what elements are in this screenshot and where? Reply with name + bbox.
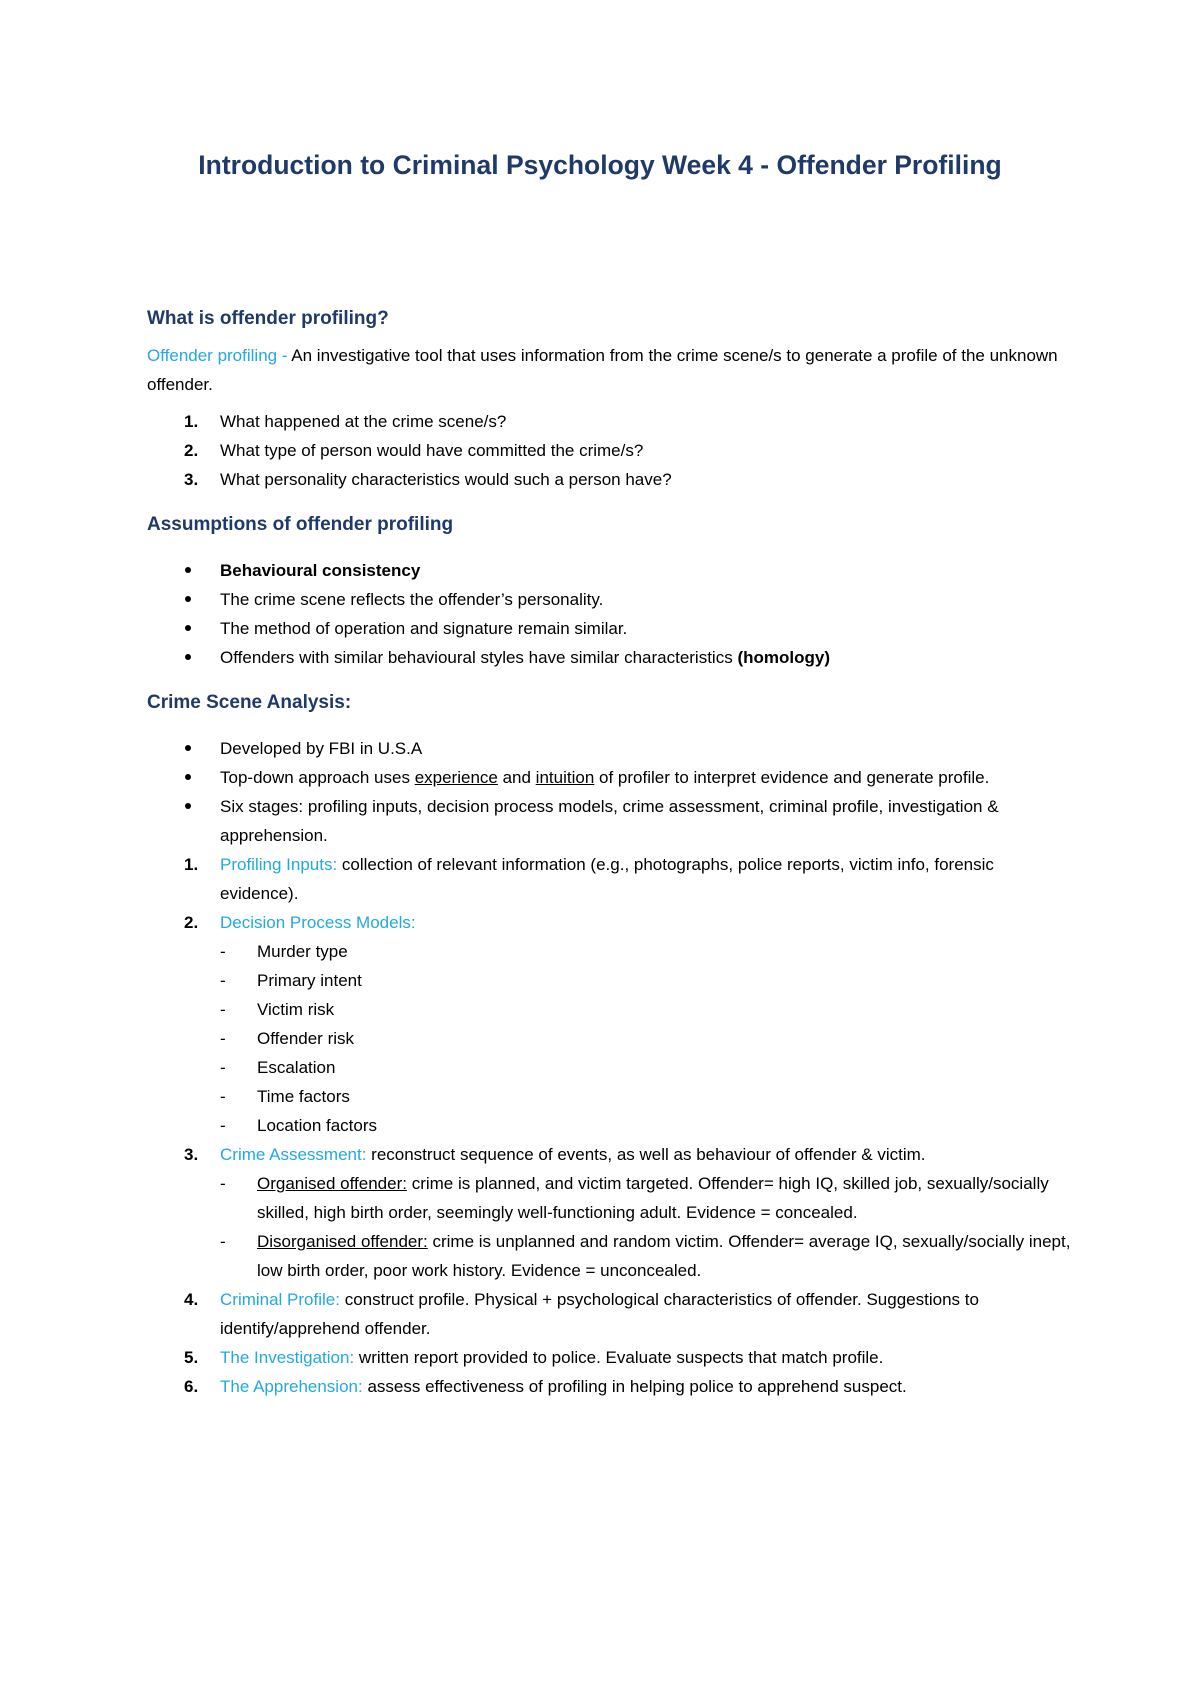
model-item: - Escalation — [220, 1058, 336, 1077]
stage-item: 3. Crime Assessment: reconstruct sequence of events, as well as behaviour of offender & victim. — [184, 1145, 926, 1164]
analysis-bullet: Six stages: profiling inputs, decision process models, crime assessment, criminal profile, investigation & apprehension. — [147, 792, 1077, 850]
analysis-bullet: Top-down approach uses experience and intuition of profiler to interpret evidence and generate profile. — [147, 763, 1077, 792]
stage-item: 4. Criminal Profile: construct profile. Physical + psychological characteristics of offender. Suggestions to identify/apprehend offender. — [184, 1290, 979, 1338]
model-item: - Time factors — [220, 1087, 350, 1106]
definition-paragraph — [147, 341, 1077, 399]
stage-item: 1. Profiling Inputs: collection of relevant information (e.g., photographs, police reports, victim info, forensic evidence). — [184, 855, 994, 903]
definition-term: Offender profiling - — [147, 346, 288, 365]
bullet-icon — [147, 734, 220, 763]
stage-item: 2. Decision Process Models: — [184, 913, 416, 932]
model-item: - Murder type — [220, 942, 348, 961]
assumption-item: The crime scene reflects the offender’s personality. — [147, 585, 1077, 614]
question-item: 2. What type of person would have committed the crime/s? — [184, 441, 644, 460]
heading-what-is-profiling: What is offender profiling? — [147, 308, 389, 329]
document-body — [147, 305, 1077, 1401]
question-item: 1. What happened at the crime scene/s? — [184, 412, 507, 431]
offender-type-item: - Organised offender: crime is planned, and victim targeted. Offender= high IQ, skilled job, sexually/socially skilled, high birth order, seemingly well-functioning adult. Evidence = concealed. — [220, 1174, 1049, 1222]
bullet-icon — [147, 763, 220, 792]
analysis-bullet: Developed by FBI in U.S.A — [147, 734, 1077, 763]
bullet-icon — [147, 614, 220, 643]
bullet-icon — [147, 585, 220, 614]
bullet-icon — [147, 556, 220, 585]
question-item: 3. What personality characteristics would such a person have? — [184, 470, 672, 489]
model-item: - Location factors — [220, 1116, 378, 1135]
assumption-item: Offenders with similar behavioural styles have similar characteristics (homology) — [147, 643, 1077, 672]
bullet-icon — [147, 792, 220, 850]
page-title: Introduction to Criminal Psychology Week 4 - Offender Profiling — [198, 150, 1002, 180]
stage-item: 6. The Apprehension: assess effectiveness of profiling in helping police to apprehend suspect. — [184, 1377, 907, 1396]
assumption-item: Behavioural consistency — [147, 556, 1077, 585]
bullet-icon — [147, 643, 220, 672]
stage-item: 5. The Investigation: written report provided to police. Evaluate suspects that match profile. — [184, 1348, 884, 1367]
heading-crime-scene-analysis: Crime Scene Analysis: — [147, 692, 352, 713]
model-item: - Primary intent — [220, 971, 362, 990]
heading-assumptions: Assumptions of offender profiling — [147, 514, 454, 535]
assumption-item: The method of operation and signature remain similar. — [147, 614, 1077, 643]
model-item: - Victim risk — [220, 1000, 335, 1019]
model-item: - Offender risk — [220, 1029, 355, 1048]
definition-text: An investigative tool that uses information from the crime scene/s to generate a profile of the unknown offender. — [147, 346, 1058, 394]
offender-type-item: - Disorganised offender: crime is unplanned and random victim. Offender= average IQ, sexually/socially inept, low birth order, poor work history. Evidence = unconcealed. — [220, 1232, 1071, 1280]
